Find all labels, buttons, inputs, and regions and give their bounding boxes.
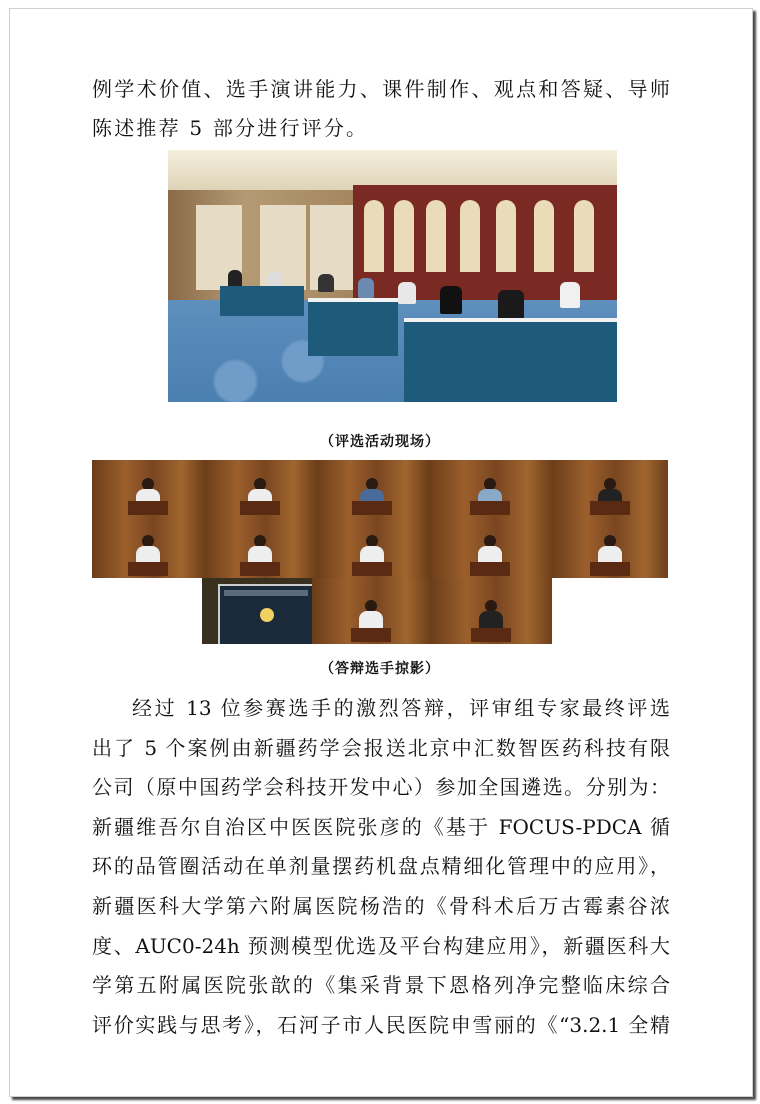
video-call-photo [202,578,312,644]
speaker-photo [312,578,430,644]
paragraph-line: 度、AUC0-24h 预测模型优选及平台构建应用》，新疆医科大 [92,934,670,958]
photo-arch [460,200,480,272]
paragraph-line: 出了 5 个案例由新疆药学会报送北京中汇数智医药科技有限 [92,736,670,760]
speaker-photo [92,517,204,578]
paragraph-line: 新疆医科大学第六附属医院杨浩的《骨科术后万古霉素谷浓 [92,894,670,918]
paragraph-line: 学第五附属医院张歆的《集采背景下恩格列净完整临床综合 [92,973,670,997]
photo-table [308,300,398,356]
speaker-photo [316,460,428,517]
conference-photo [168,150,617,402]
speaker-photo [92,460,204,517]
photo-tabletop [308,298,398,302]
paragraph-line: 新疆维吾尔自治区中医医院张彦的《基于 FOCUS-PDCA 循 [92,815,670,839]
speaker-photo [428,517,552,578]
photo-table [404,320,617,402]
photo-table [220,286,304,316]
photo-arch [496,200,516,272]
photo-arch [534,200,554,272]
paragraph-line: 公司（原中国药学会科技开发中心）参加全国遴选。分别为： [92,775,670,799]
photo-tabletop [404,318,617,322]
speaker-photo [430,578,552,644]
photo-curtain [260,205,306,290]
speaker-photo [204,460,316,517]
speaker-photo [204,517,316,578]
photo-person [318,274,334,292]
photo-arch [394,200,414,272]
photo-arch [364,200,384,272]
photo-arch [426,200,446,272]
paragraph-line: 经过 13 位参赛选手的激烈答辩，评审组专家最终评选 [132,696,670,720]
photo-arch [574,200,594,272]
photo-person [560,282,580,308]
speaker-photo [428,460,552,517]
collage-caption: （答辩选手掠影） [320,661,440,677]
paragraph-line: 陈述推荐 5 部分进行评分。 [92,116,369,140]
photo-person [398,282,416,304]
paragraph-line: 例学术价值、选手演讲能力、课件制作、观点和答疑、导师 [92,77,670,101]
paragraph-line: 评价实践与思考》，石河子市人民医院申雪丽的《“3.2.1 全精 [92,1013,670,1037]
photo-person [440,286,462,314]
photo-caption: （评选活动现场） [320,434,440,450]
monitor-screen [218,584,312,644]
paragraph-line: 环的品管圈活动在单剂量摆药机盘点精细化管理中的应用》， [92,854,670,878]
speaker-photo [316,517,428,578]
speaker-photo [552,460,668,517]
speaker-photo [552,517,668,578]
photo-person [358,278,374,298]
